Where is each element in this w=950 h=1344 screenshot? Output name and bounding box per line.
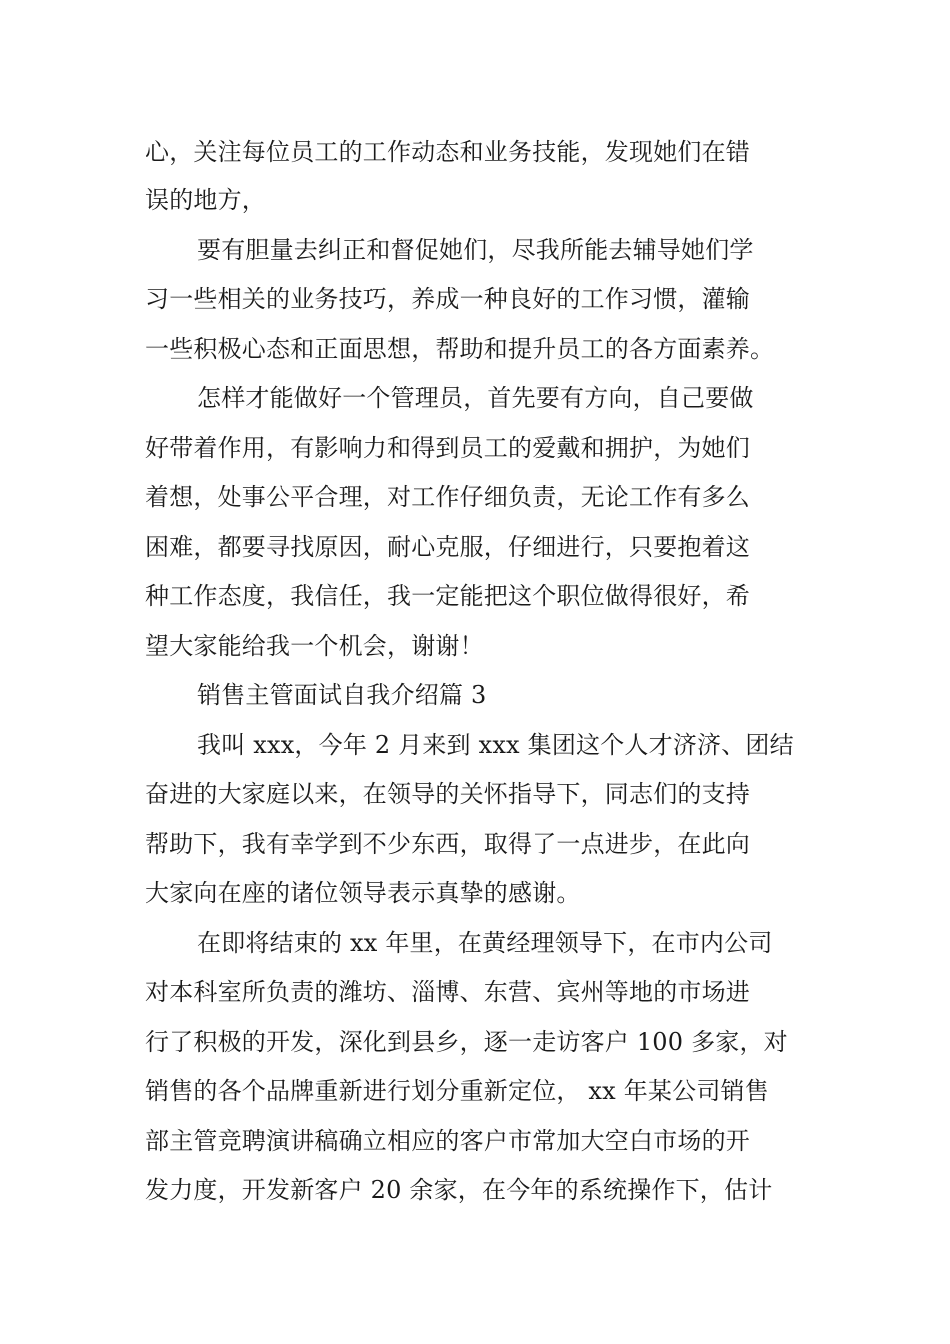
paragraph-start-line: 在即将结束的 xx 年里，在黄经理领导下，在市内公司 <box>197 929 773 957</box>
paragraph-start-line: 我叫 xxx，今年 2 月来到 xxx 集团这个人才济济、团结 <box>197 731 794 759</box>
text-line: 大家向在座的诸位领导表示真挚的感谢。 <box>145 879 581 907</box>
text-line: 发力度，开发新客户 20 余家，在今年的系统操作下，估计 <box>145 1176 773 1204</box>
paragraph-start-line: 怎样才能做好一个管理员，首先要有方向，自己要做 <box>197 384 754 412</box>
text-line: 行了积极的开发，深化到县乡，逐一走访客户 100 多家，对 <box>145 1028 788 1056</box>
text-line: 望大家能给我一个机会，谢谢！ <box>145 632 484 660</box>
text-line: 一些积极心态和正面思想，帮助和提升员工的各方面素养。 <box>145 335 775 363</box>
text-line: 误的地方， <box>145 186 266 214</box>
text-line: 帮助下，我有幸学到不少东西，取得了一点进步，在此向 <box>145 830 750 858</box>
text-line: 习一些相关的业务技巧，养成一种良好的工作习惯，灌输 <box>145 285 750 313</box>
text-line: 奋进的大家庭以来，在领导的关怀指导下，同志们的支持 <box>145 780 750 808</box>
text-line: 困难，都要寻找原因，耐心克服，仔细进行，只要抱着这 <box>145 533 750 561</box>
text-line: 销售的各个品牌重新进行划分重新定位， xx 年某公司销售 <box>145 1077 769 1105</box>
paragraph-start-line: 要有胆量去纠正和督促她们，尽我所能去辅导她们学 <box>197 236 754 264</box>
text-line: 心，关注每位员工的工作动态和业务技能，发现她们在错 <box>145 138 750 166</box>
text-line: 对本科室所负责的潍坊、淄博、东营、宾州等地的市场进 <box>145 978 750 1006</box>
text-line: 好带着作用，有影响力和得到员工的爱戴和拥护，为她们 <box>145 434 750 462</box>
text-line: 着想，处事公平合理，对工作仔细负责，无论工作有多么 <box>145 483 750 511</box>
text-line: 种工作态度，我信任，我一定能把这个职位做得很好，希 <box>145 582 750 610</box>
section-heading: 销售主管面试自我介绍篇 3 <box>197 681 487 709</box>
text-line: 部主管竞聘演讲稿确立相应的客户市常加大空白市场的开 <box>145 1127 750 1155</box>
